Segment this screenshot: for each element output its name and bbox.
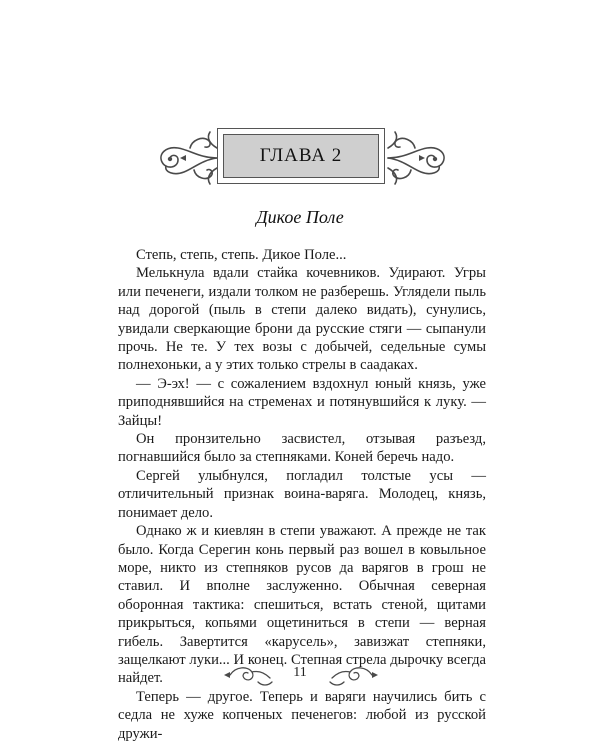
chapter-heading-frame [217, 128, 385, 184]
paragraph: Сергей улыбнулся, погладил толстые усы — отличительный признак воина-варяга. Молодец, князь, понимает дело. [118, 467, 486, 521]
chapter-title: ГЛАВА 2 [259, 145, 343, 166]
page-number: 11 [293, 665, 307, 680]
paragraph: Теперь — другое. Теперь и варяги научились бить с седла не хуже копченых печенегов: любой из русской дружи- [118, 688, 486, 742]
paragraph: Степь, степь, степь. Дикое Поле... [136, 247, 347, 263]
paragraph: Он пронзительно засвистел, отзывая разъезд, погнавшийся было за степняками. Коней беречь надо. [118, 431, 486, 466]
paragraph: Однако ж и киевлян в степи уважают. А прежде не так было. Когда Серегин конь первый раз вошел в ковыльное море, никто из степняков русов да варягов в грош не ставил. И вполне заслуженно. Обычная северная оборонная тактика: спешиться, встать стеной, щитами прикрыться, копьями ощетиниться в степи — верная гибель. Завертится «карусель», завизжат степняки, защелкают луки... И конец. Степная стрела дырочку всегда найдет. [118, 523, 486, 687]
chapter-heading-panel [223, 134, 379, 178]
paragraph: Мелькнула вдали стайка кочевников. Удирают. Угры или печенеги, издали толком не разберешь. Углядели пыль над дорогой (пыль в степи далеко видать), сунулись, увидали сверкающие брони да русские стяги — сыпанули прочь. Не те. У тех возы с добычей, седельные сумы полнехоньки, а у этих только стрелы в саадаках. [118, 265, 486, 374]
section-title: Дикое Поле [256, 207, 344, 227]
paragraph: — Э-эх! — с сожалением вздохнул юный князь, уже приподнявшийся на стременах и потянувшийся к луку. — Зайцы! [118, 375, 486, 429]
